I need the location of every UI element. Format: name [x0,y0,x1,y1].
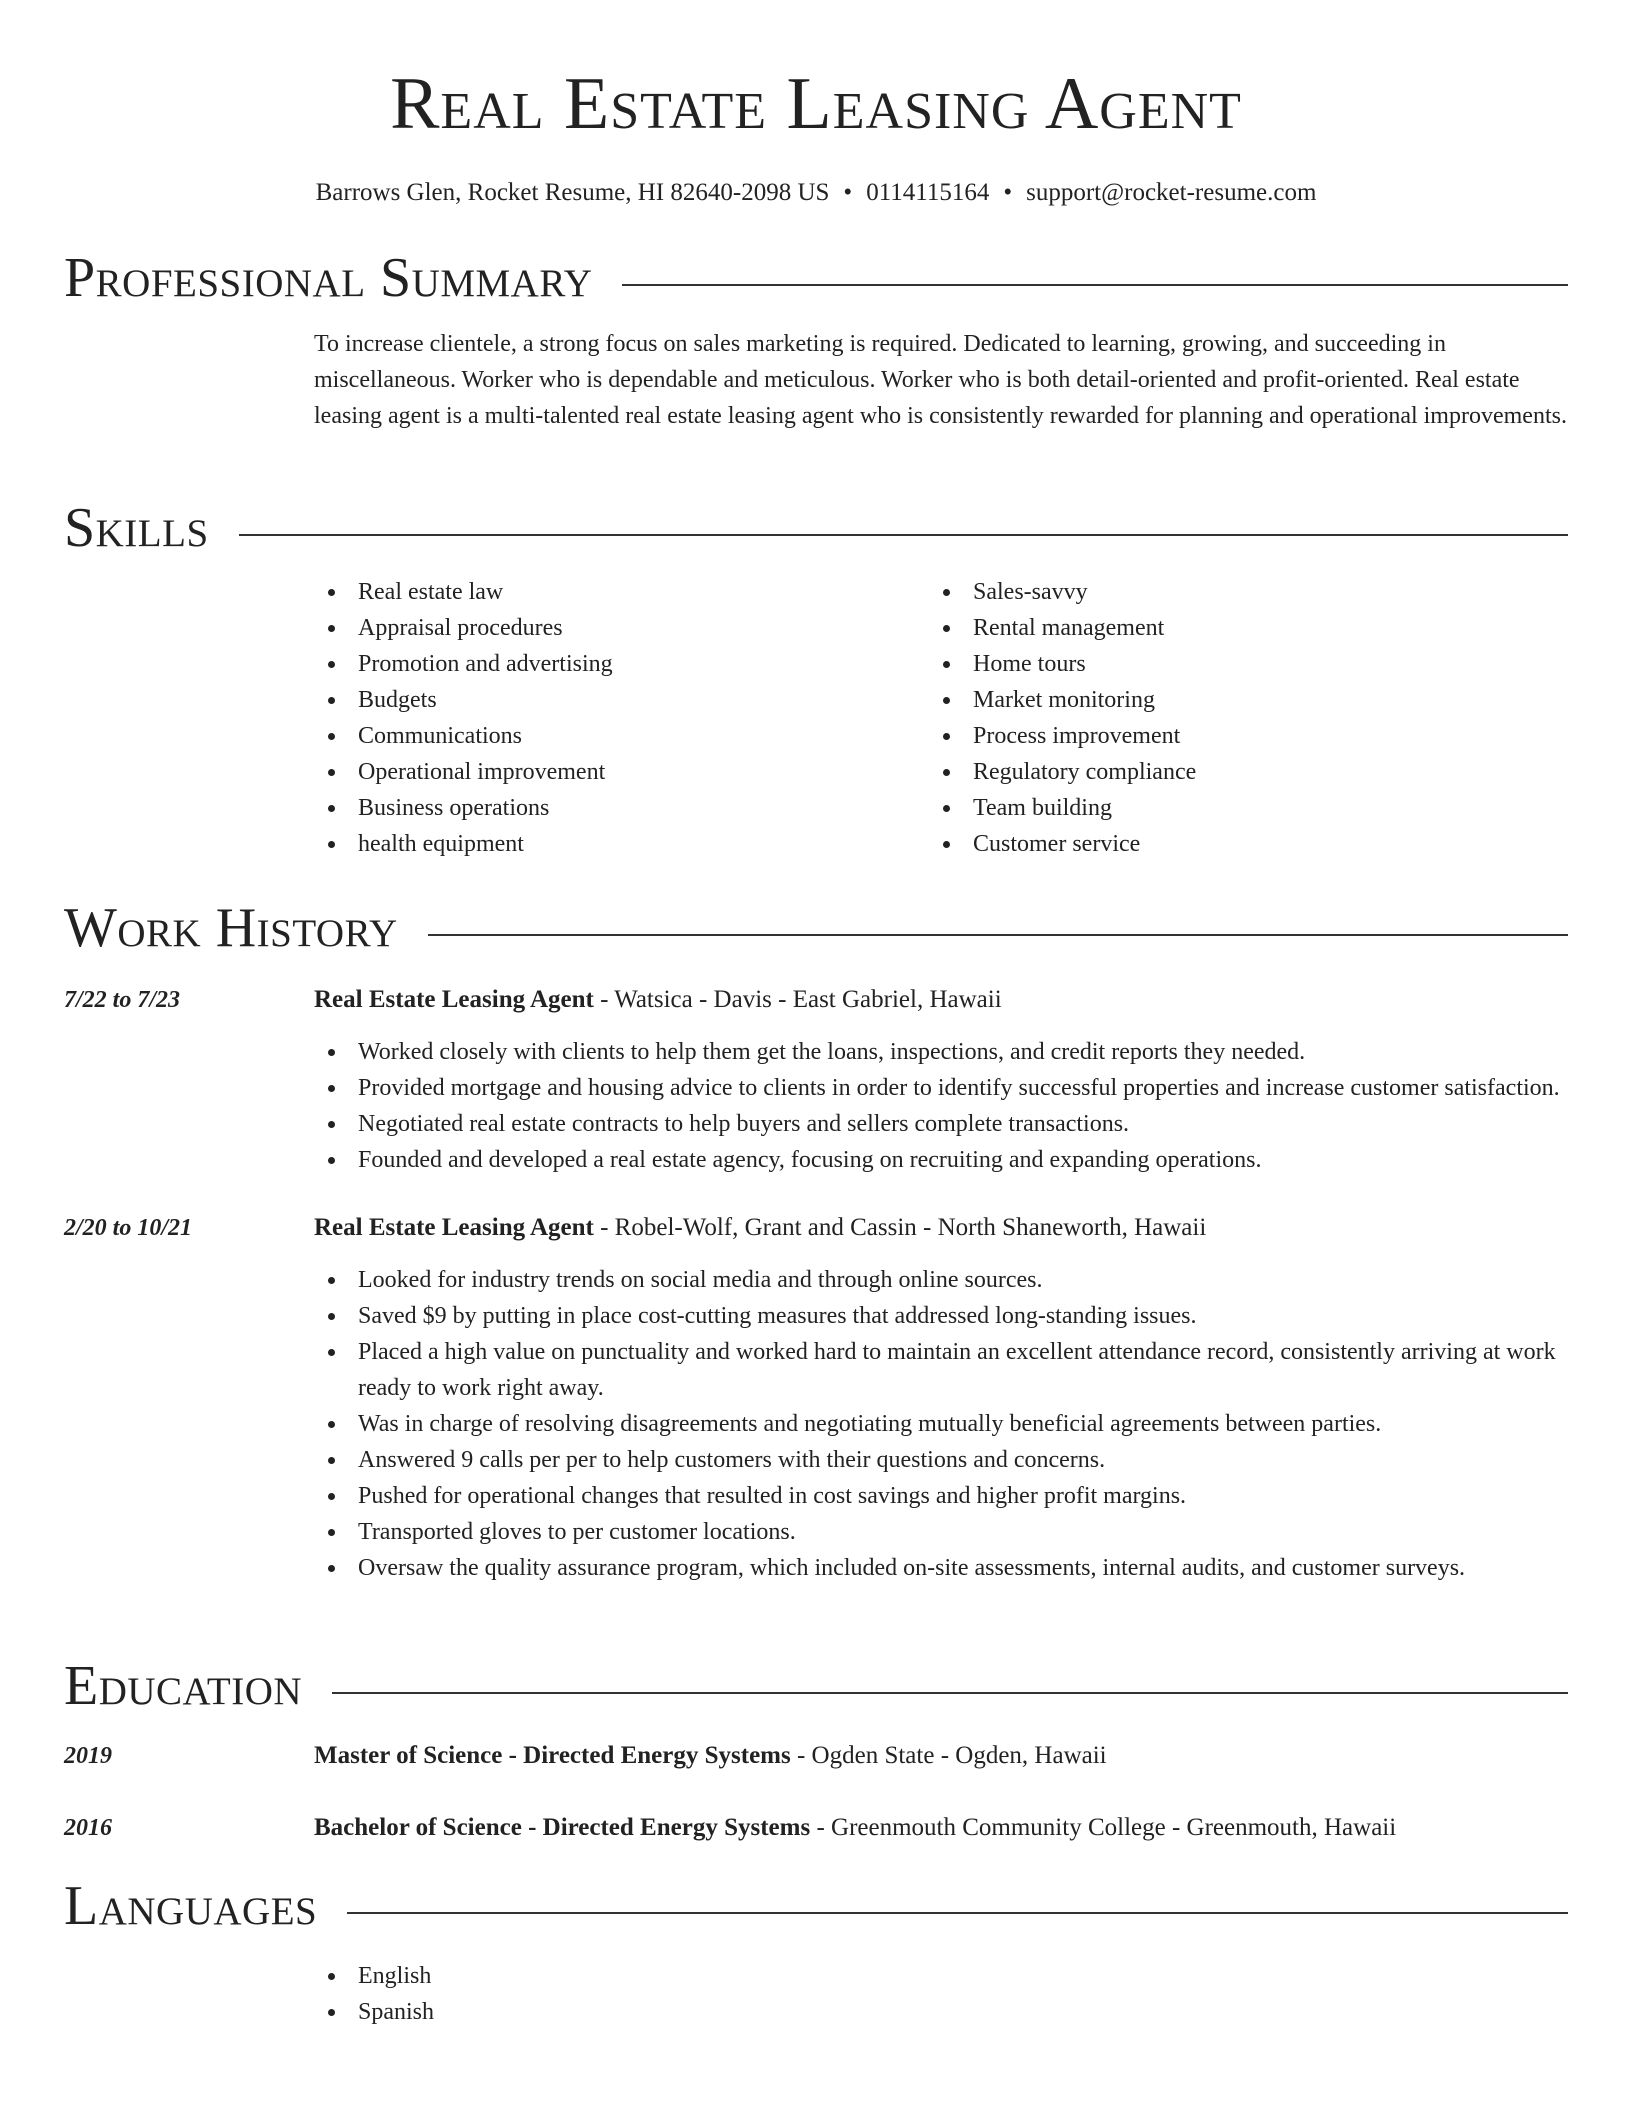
skill-item: Process improvement [929,718,1544,754]
duty-item: Looked for industry trends on social media and through online sources. [314,1262,1568,1298]
school: - Ogden State - Ogden, Hawaii [790,1742,1107,1769]
section-divider [64,534,1568,536]
skills-list-left [314,574,929,862]
job-heading [314,1210,1568,1246]
skill-item: Home tours [929,646,1544,682]
education-entry [64,1738,1568,1774]
duty-item: Oversaw the quality assurance program, which included on-site assessments, internal audits, and customer surveys. [314,1550,1568,1586]
language-item: Spanish [314,1994,1568,2030]
job-entry [64,982,1568,1178]
separator: • [843,179,853,206]
skill-item: Business operations [314,790,929,826]
skill-item: Communications [314,718,929,754]
education-heading [314,1810,1568,1846]
skills-section [64,498,1568,862]
duty-item: Pushed for operational changes that resulted in cost savings and higher profit margins. [314,1478,1568,1514]
job-entry [64,1210,1568,1586]
section-header [64,898,1568,958]
separator: • [1003,179,1013,206]
address: Barrows Glen, Rocket Resume, HI 82640-2098 US [315,179,830,206]
section-header [64,498,1568,558]
school: - Greenmouth Community College - Greenmouth, Hawaii [810,1814,1397,1841]
job-dates: 2/20 to 10/21 [64,1215,193,1241]
job-title: Real Estate Leasing Agent [314,1214,594,1241]
duty-item: Transported gloves to per customer locations. [314,1514,1568,1550]
duty-item: Negotiated real estate contracts to help buyers and sellers complete transactions. [314,1106,1568,1142]
skill-item: health equipment [314,826,929,862]
summary-section [64,248,1568,434]
education-entry [64,1810,1568,1846]
work-history-section [64,898,1568,1586]
section-title: Languages [64,1876,347,1936]
job-title: Real Estate Leasing Agent [314,986,594,1013]
summary-text: To increase clientele, a strong focus on sales marketing is required. Dedicated to learning, growing, and succeeding in miscellaneous. Worker who is dependable and meticulous. Worker who is both detail-oriented and profit-oriented. Real estate leasing agent is a multi-talented real estate leasing agent who is consistently rewarded for planning and operational improvements. [314,331,1567,429]
job-duties [314,1262,1568,1586]
education-year: 2019 [64,1743,112,1769]
section-header [64,248,1568,308]
skill-item: Market monitoring [929,682,1544,718]
duty-item: Placed a high value on punctuality and worked hard to maintain an excellent attendance record, consistently arriving at work ready to work right away. [314,1334,1568,1406]
degree: Bachelor of Science - Directed Energy Systems [314,1814,811,1841]
phone: 0114115164 [866,179,990,206]
duty-item: Saved $9 by putting in place cost-cutting measures that addressed long-standing issues. [314,1298,1568,1334]
languages-list [314,1958,1568,2030]
duty-item: Was in charge of resolving disagreements and negotiating mutually beneficial agreements between parties. [314,1406,1568,1442]
skill-item: Promotion and advertising [314,646,929,682]
email: support@rocket-resume.com [1026,179,1317,206]
job-employer: - Watsica - Davis - East Gabriel, Hawaii [593,986,1002,1013]
languages-section [64,1876,1568,2030]
skill-item: Regulatory compliance [929,754,1544,790]
duty-item: Worked closely with clients to help them get the loans, inspections, and credit reports they needed. [314,1034,1568,1070]
section-title: Work History [64,898,428,958]
skill-item: Rental management [929,610,1544,646]
skill-item: Appraisal procedures [314,610,929,646]
job-heading [314,982,1568,1018]
duty-item: Founded and developed a real estate agency, focusing on recruiting and expanding operations. [314,1142,1568,1178]
skill-item: Team building [929,790,1544,826]
section-title: Professional Summary [64,248,622,308]
skills-list-right [929,574,1544,862]
section-header [64,1876,1568,1936]
duty-item: Provided mortgage and housing advice to clients in order to identify successful properties and increase customer satisfaction. [314,1070,1568,1106]
skill-item: Sales-savvy [929,574,1544,610]
skills-grid [314,574,1568,862]
resume-name: Real Estate Leasing Agent [390,63,1242,145]
job-dates: 7/22 to 7/23 [64,987,181,1013]
language-item: English [314,1958,1568,1994]
section-header [64,1656,1568,1716]
degree: Master of Science - Directed Energy Systems [314,1742,791,1769]
contact-line [64,176,1568,210]
skill-item: Real estate law [314,574,929,610]
education-year: 2016 [64,1815,112,1841]
section-title: Skills [64,498,239,558]
job-employer: - Robel-Wolf, Grant and Cassin - North Shaneworth, Hawaii [593,1214,1207,1241]
education-section [64,1656,1568,1846]
section-title: Education [64,1656,332,1716]
skill-item: Budgets [314,682,929,718]
education-heading [314,1738,1568,1774]
skill-item: Customer service [929,826,1544,862]
skill-item: Operational improvement [314,754,929,790]
duty-item: Answered 9 calls per per to help customers with their questions and concerns. [314,1442,1568,1478]
job-duties [314,1034,1568,1178]
